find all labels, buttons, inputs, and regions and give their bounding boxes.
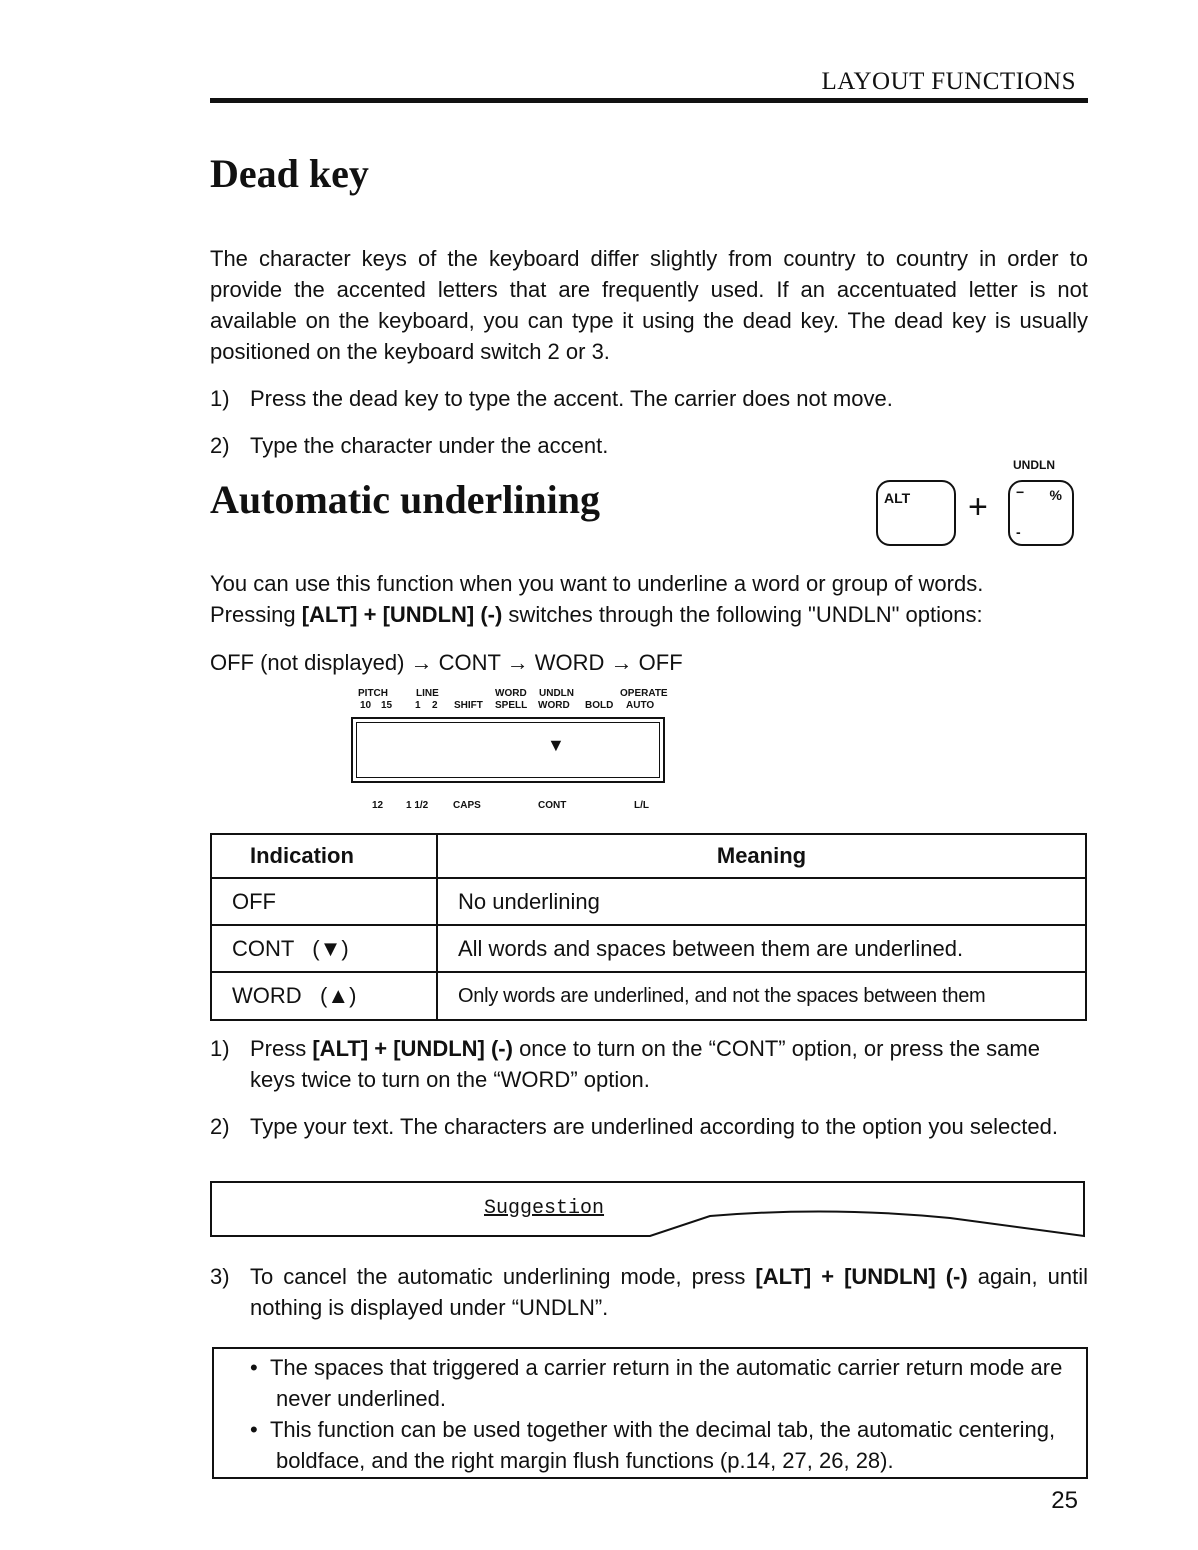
dead-key-step-1 [210, 383, 1088, 414]
page-number: 25 [1051, 1487, 1078, 1514]
note-item: • The spaces that triggered a carrier return in the automatic carrier return mode are never underlined. [250, 1355, 1063, 1411]
lcd-label: LINE [416, 688, 439, 699]
column-header: Meaning [437, 834, 1086, 878]
lcd-label: PITCH [358, 688, 388, 699]
underline-step-1 [210, 1033, 1088, 1095]
undln-key-caption: UNDLN [1013, 458, 1055, 472]
running-header: LAYOUT FUNCTIONS [821, 68, 1076, 95]
lcd-label: CAPS [453, 800, 481, 811]
lcd-label: BOLD [585, 700, 614, 711]
text: once to turn on the “CONT” option, or press the same keys twice to turn on the “WORD” option. [250, 1036, 1040, 1092]
lcd-label: OPERATE [620, 688, 668, 699]
key-combo: [ALT] + [UNDLN] (-) [312, 1036, 513, 1061]
step-number: 1) [210, 1036, 230, 1061]
underline-title: Automatic underlining [210, 477, 601, 522]
note-text: The spaces that triggered a carrier return in the automatic carrier return mode are never underlined. [269, 1355, 1063, 1411]
indication-cell: CONT (▼) [211, 925, 437, 972]
intro-text: switches through the following "UNDLN" options: [502, 602, 983, 627]
table-header-row [211, 834, 1086, 878]
sample-paper-illustration [210, 1181, 1086, 1237]
table-row [211, 878, 1086, 925]
lcd-label: 15 [381, 700, 393, 711]
header-rule [210, 98, 1088, 103]
lcd-label: 1 [415, 700, 421, 711]
lcd-cont-indicator-icon: ▼ [547, 735, 565, 755]
table-row [211, 972, 1086, 1020]
text: Press [250, 1036, 313, 1061]
key-combo: [ALT] + [UNDLN] (-) [755, 1264, 968, 1289]
step-number: 3) [210, 1264, 230, 1289]
alt-key-icon [876, 480, 956, 546]
lcd-screen [356, 722, 660, 778]
underline-options-table [210, 833, 1087, 1021]
lcd-label: 1 1/2 [406, 800, 429, 811]
step-number: 2) [210, 1114, 230, 1139]
meaning-cell: No underlining [437, 878, 1086, 925]
lcd-label: L/L [634, 800, 649, 811]
step-text [250, 1033, 1088, 1095]
underline-intro [210, 568, 1088, 630]
alt-key-label: ALT [884, 490, 911, 506]
step-number: 1) [210, 386, 230, 411]
meaning-cell: All words and spaces between them are underlined. [437, 925, 1086, 972]
key-glyph: % [1049, 487, 1062, 503]
note-text: This function can be used together with the decimal tab, the automatic centering, boldface, and the right margin flush functions (p.14, 27, 26, 28). [269, 1417, 1056, 1473]
lcd-label: 12 [372, 800, 384, 811]
lcd-label: SHIFT [454, 700, 483, 711]
lcd-label: UNDLN [539, 688, 574, 699]
intro-line: You can use this function when you want to underline a word or group of words. [210, 571, 984, 596]
lcd-label: 2 [432, 700, 438, 711]
key-glyph: − [1016, 484, 1025, 500]
dead-key-step-2 [210, 430, 1088, 461]
undln-key-icon [1008, 480, 1074, 546]
lcd-display-diagram [340, 688, 680, 818]
step-text: Press the dead key to type the accent. The carrier does not move. [250, 386, 893, 411]
dead-key-paragraph: The character keys of the keyboard differ slightly from country to country in order to provide the accented letters that are frequently used. If an accentuated letter is not available on the keyboard, you can type it using the dead key. The dead key is usually positioned on the keyboard switch 2 or 3. [210, 246, 1088, 364]
meaning-cell: Only words are underlined, and not the spaces between them [437, 972, 1086, 1020]
underline-step-2 [210, 1111, 1088, 1142]
note-item: • This function can be used together with the decimal tab, the automatic centering, boldface, and the right margin flush functions (p.14, 27, 26, 28). [250, 1417, 1056, 1473]
option-sequence: OFF (not displayed) → CONT → WORD → OFF [210, 650, 683, 675]
key-combo: [ALT] + [UNDLN] (-) [301, 602, 503, 627]
column-header: Indication [211, 834, 437, 878]
lcd-label: WORD [495, 688, 527, 699]
text: again, until nothing is displayed under “UNDLN”. [250, 1264, 1089, 1320]
key-glyph: - [1016, 524, 1021, 540]
paper-outline-icon [210, 1181, 1086, 1241]
plus-sign: + [968, 488, 988, 526]
indication-cell: WORD (▲) [211, 972, 437, 1020]
step-text: Type the character under the accent. [250, 433, 609, 458]
lcd-label: AUTO [626, 700, 655, 711]
lcd-label: CONT [538, 800, 567, 811]
intro-text: Pressing [210, 602, 302, 627]
lcd-label: SPELL [495, 700, 528, 711]
step-number: 2) [210, 433, 230, 458]
lcd-label: 10 [360, 700, 372, 711]
underline-step-3 [210, 1261, 1088, 1323]
underlined-sample-text: Suggestion [484, 1197, 605, 1220]
lcd-label: WORD [538, 700, 570, 711]
step-text [250, 1261, 1088, 1323]
lcd-frame [351, 717, 665, 783]
text: To cancel the automatic underlining mode, press [250, 1264, 756, 1289]
notes-box [212, 1347, 1088, 1479]
table-row [211, 925, 1086, 972]
dead-key-title: Dead key [210, 151, 369, 196]
indication-cell: OFF [211, 878, 437, 925]
step-text: Type your text. The characters are underlined according to the option you selected. [250, 1114, 1058, 1139]
